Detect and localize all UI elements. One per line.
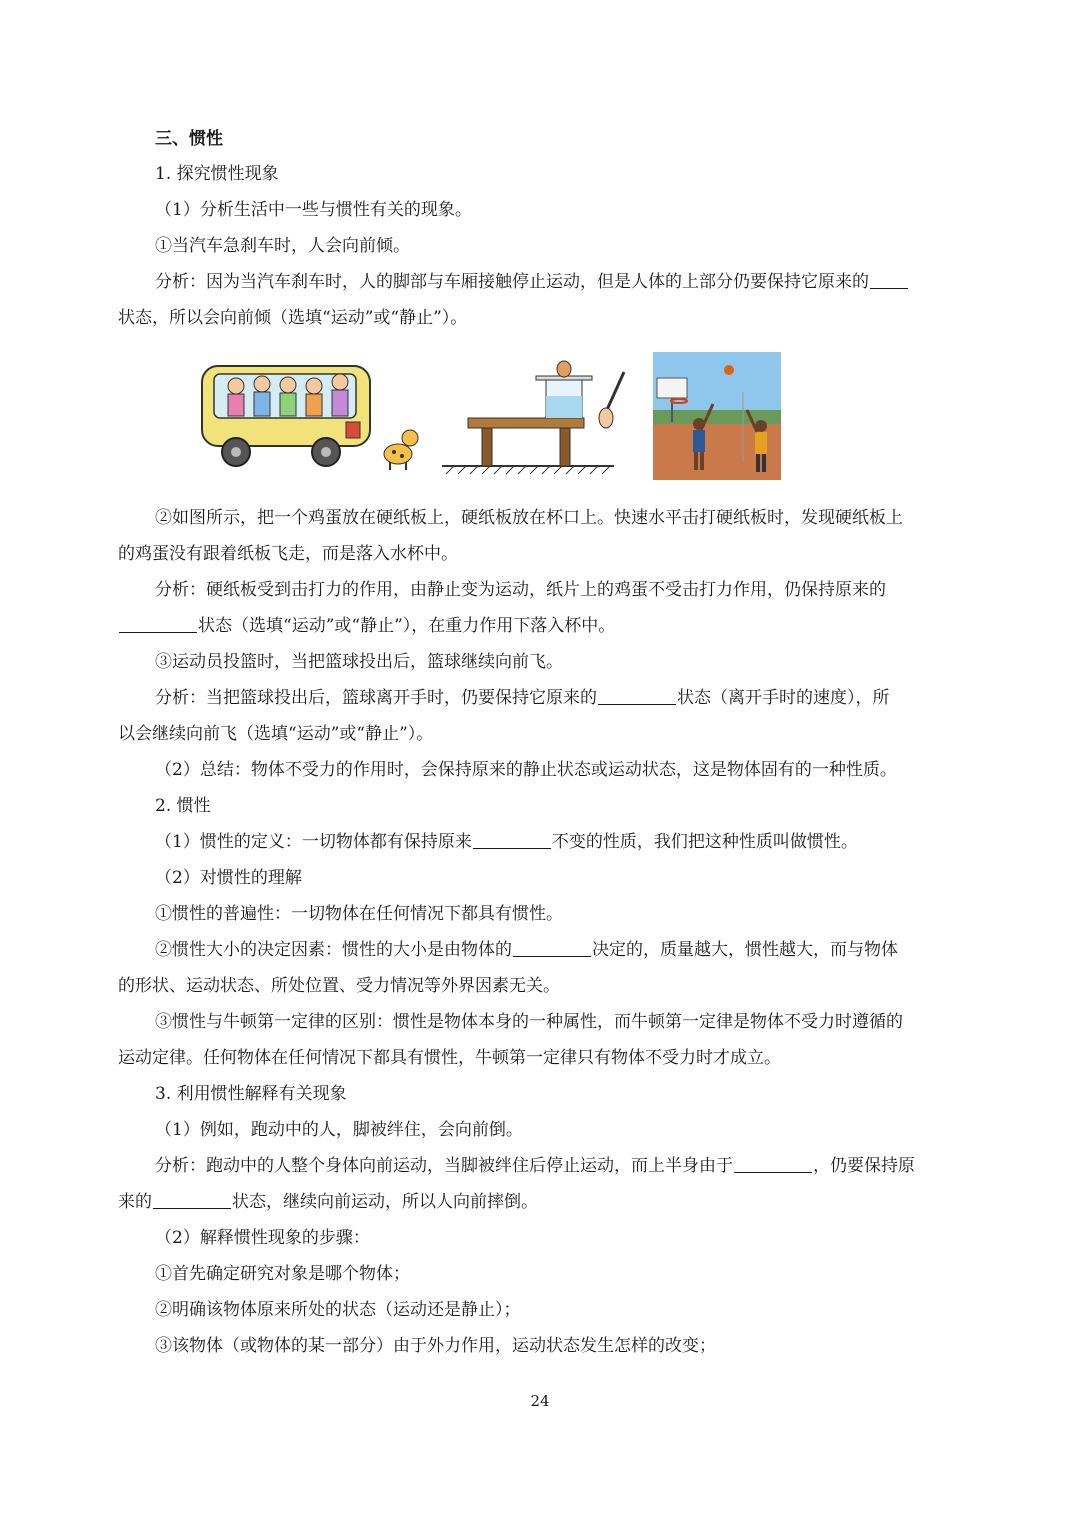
subsection-1-title: 1. 探究惯性现象 xyxy=(155,164,279,184)
paragraph: 分析：跑动中的人整个身体向前运动，当脚被绊住后停止运动，而上半身由于 ，仍要保持原 xyxy=(155,1156,915,1176)
basketball-shot-photo xyxy=(653,352,781,480)
subsection-3-title: 3. 利用惯性解释有关现象 xyxy=(155,1084,347,1104)
paragraph: ①当汽车急刹车时，人会向前倾。 xyxy=(155,236,410,256)
paragraph: 状态（选填“运动”或“静止”），在重力作用下落入杯中。 xyxy=(118,608,968,644)
answer-blank xyxy=(870,271,908,289)
paragraph: （2）总结：物体不受力的作用时，会保持原来的静止状态或运动状态，这是物体固有的一种性质。 xyxy=(155,760,897,780)
paragraph: （1）惯性的定义：一切物体都有保持原来 不变的性质，我们把这种性质叫做惯性。 xyxy=(155,832,858,852)
paragraph: 状态，所以会向前倾（选填“运动”或“静止”）。 xyxy=(118,308,468,328)
paragraph: ②明确该物体原来所处的状态（运动还是静止）； xyxy=(155,1300,521,1320)
paragraph: （2）对惯性的理解 xyxy=(155,868,302,888)
answer-blank xyxy=(598,687,676,705)
section-title: 三、惯性 xyxy=(155,129,223,149)
paragraph: 分析：当把篮球投出后，篮球离开手时，仍要保持它原来的 状态（离开手时的速度），所 xyxy=(155,688,890,708)
answer-blank xyxy=(153,1191,231,1209)
paragraph: 以会继续向前飞（选填“运动”或“静止”）。 xyxy=(118,724,434,744)
answer-blank xyxy=(734,1155,812,1173)
paragraph: 分析：硬纸板受到击打力的作用，由静止变为运动，纸片上的鸡蛋不受击打力作用，仍保持原来的 xyxy=(155,580,886,600)
paragraph: 的形状、运动状态、所处位置、受力情况等外界因素无关。 xyxy=(118,976,560,996)
paragraph: 的鸡蛋没有跟着纸板飞走，而是落入水杯中。 xyxy=(118,544,458,564)
paragraph: （1）例如，跑动中的人，脚被绊住，会向前倒。 xyxy=(155,1120,523,1140)
paragraph: （1）分析生活中一些与惯性有关的现象。 xyxy=(155,200,472,220)
paragraph: ②如图所示，把一个鸡蛋放在硬纸板上，硬纸板放在杯口上。快速水平击打硬纸板时，发现硬纸板上 xyxy=(155,508,903,528)
answer-blank xyxy=(119,615,197,633)
answer-blank xyxy=(473,831,551,849)
paragraph: ③运动员投篮时，当把篮球投出后，篮球继续向前飞。 xyxy=(155,652,563,672)
paragraph: ①惯性的普遍性：一切物体在任何情况下都具有惯性。 xyxy=(155,904,563,924)
paragraph: 运动定律。任何物体在任何情况下都具有惯性，牛顿第一定律只有物体不受力时才成立。 xyxy=(118,1048,781,1068)
bus-braking-illustration xyxy=(196,352,428,480)
subsection-2-title: 2. 惯性 xyxy=(155,796,211,816)
answer-blank xyxy=(513,939,591,957)
paragraph: 来的 状态，继续向前运动，所以人向前摔倒。 xyxy=(118,1192,538,1212)
page-number: 24 xyxy=(530,1392,550,1410)
paragraph: ③惯性与牛顿第一定律的区别：惯性是物体本身的一种属性，而牛顿第一定律是物体不受力时遵循的 xyxy=(155,1012,903,1032)
paragraph: ②惯性大小的决定因素：惯性的大小是由物体的 决定的，质量越大，惯性越大，而与物体 xyxy=(155,940,898,960)
paragraph: ③该物体（或物体的某一部分）由于外力作用，运动状态发生怎样的改变； xyxy=(155,1336,716,1356)
egg-cup-experiment-illustration xyxy=(438,352,634,480)
paragraph: （2）解释惯性现象的步骤： xyxy=(155,1228,370,1248)
paragraph: ①首先确定研究对象是哪个物体； xyxy=(155,1264,410,1284)
paragraph: 分析：因为当汽车刹车时，人的脚部与车厢接触停止运动，但是人体的上部分仍要保持它原来的 xyxy=(155,264,1005,300)
